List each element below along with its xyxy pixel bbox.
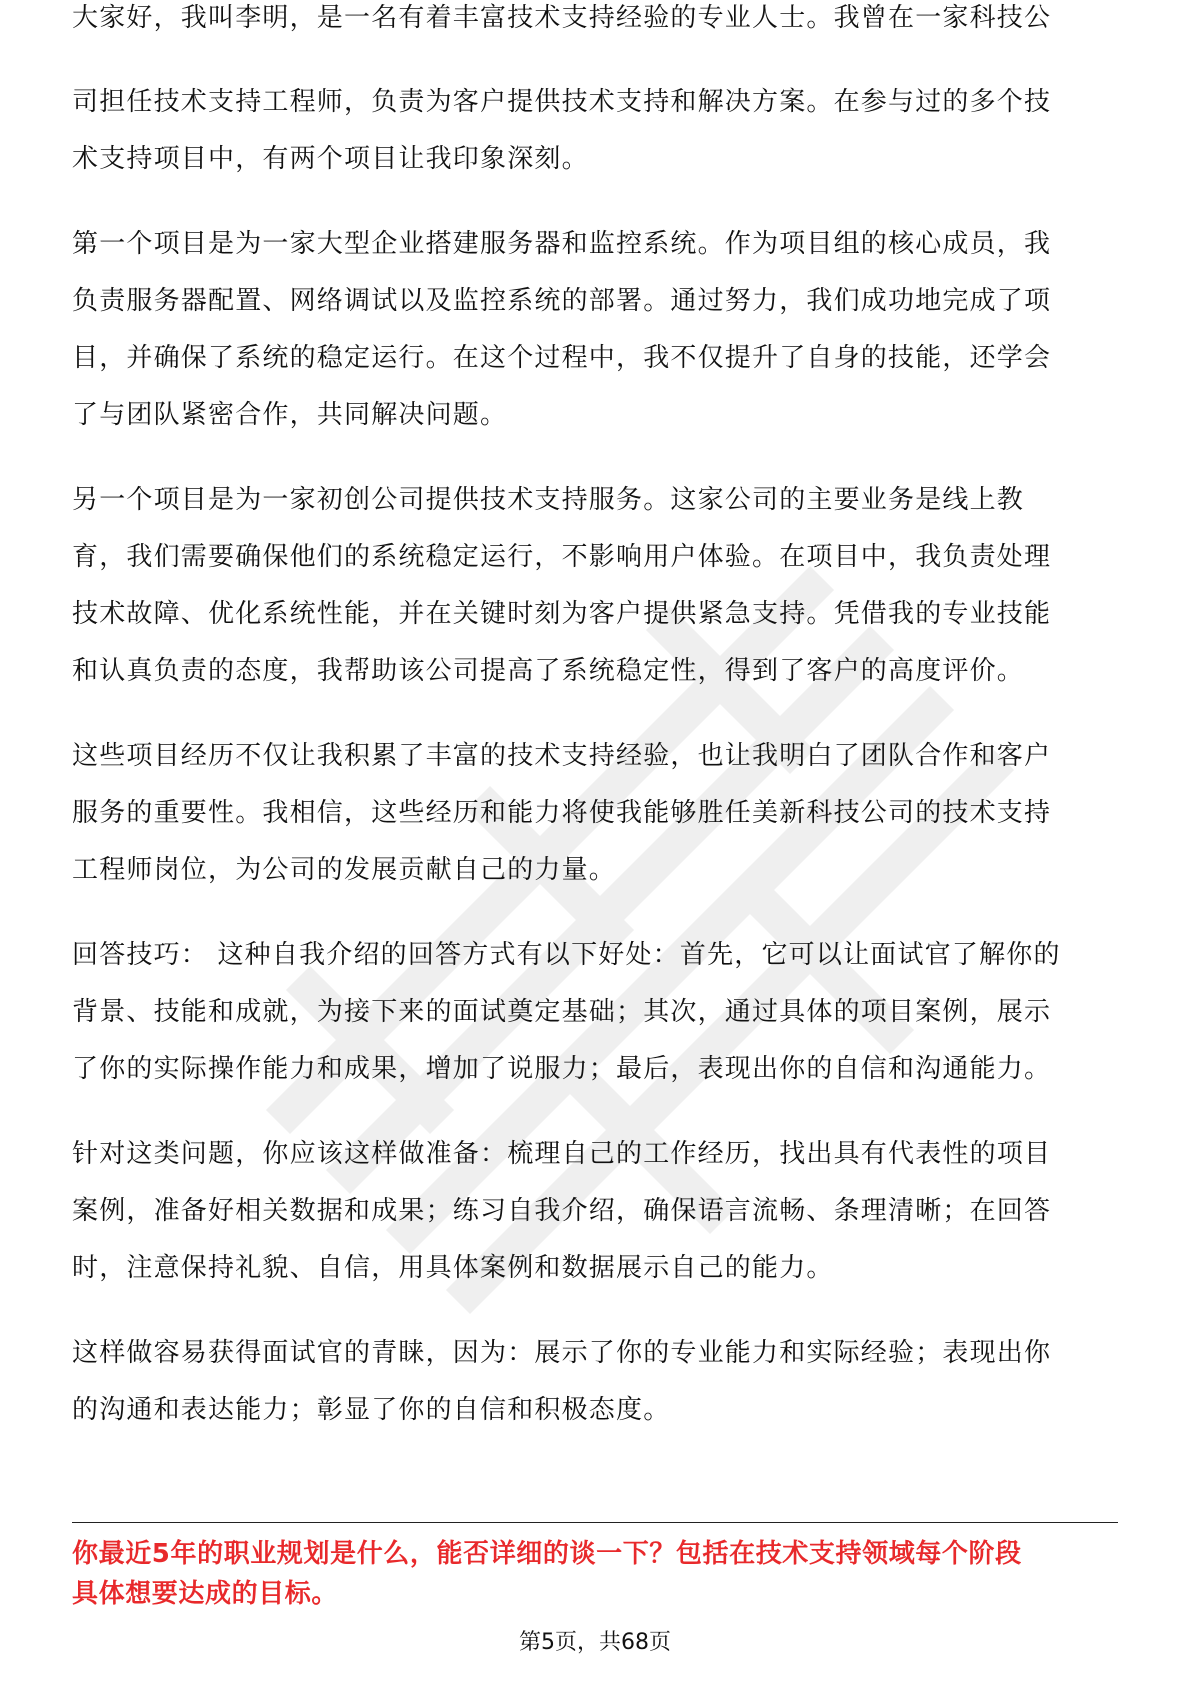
text-line: 的沟通和表达能力；彰显了你的自信和积极态度。 (72, 1395, 671, 1425)
text-line: 回答技巧： 这种自我介绍的回答方式有以下好处：首先，它可以让面试官了解你的 (72, 940, 1061, 970)
section-divider (72, 1522, 1118, 1523)
text-line: 育，我们需要确保他们的系统稳定运行，不影响用户体验。在项目中，我负责处理 (72, 542, 1052, 572)
paragraph-preparation (72, 1126, 1118, 1297)
question-line: 具体想要达成的目标。 (72, 1579, 339, 1609)
text-line: 第一个项目是为一家大型企业搭建服务器和监控系统。作为项目组的核心成员，我 (72, 229, 1052, 259)
paragraph-answer-tips (72, 927, 1118, 1098)
text-line: 了与团队紧密合作，共同解决问题。 (72, 400, 508, 430)
text-line: 这些项目经历不仅让我积累了丰富的技术支持经验，也让我明白了团队合作和客户 (72, 741, 1052, 771)
text-line: 技术故障、优化系统性能，并在关键时刻为客户提供紧急支持。凭借我的专业技能 (72, 599, 1052, 629)
text-line: 负责服务器配置、网络调试以及监控系统的部署。通过努力，我们成功地完成了项 (72, 286, 1052, 316)
question-line: 你最近5年的职业规划是什么，能否详细的谈一下？包括在技术支持领域每个阶段 (72, 1539, 1022, 1569)
text-line: 时，注意保持礼貌、自信，用具体案例和数据展示自己的能力。 (72, 1253, 834, 1283)
text-line: 这样做容易获得面试官的青睐，因为：展示了你的专业能力和实际经验；表现出你 (72, 1338, 1052, 1368)
paragraph-intro (72, 74, 1118, 188)
text-line: 背景、技能和成就，为接下来的面试奠定基础；其次，通过具体的项目案例，展示 (72, 997, 1052, 1027)
text-line: 工程师岗位，为公司的发展贡献自己的力量。 (72, 855, 617, 885)
paragraph-0-partial-line: 大家好，我叫李明，是一名有着丰富技术支持经验的专业人士。我曾在一家科技公 (72, 3, 1052, 33)
page-number: 第5页，共68页 (519, 1630, 671, 1655)
text-line: 另一个项目是为一家初创公司提供技术支持服务。这家公司的主要业务是线上教 (72, 485, 1025, 515)
text-line: 和认真负责的态度，我帮助该公司提高了系统稳定性，得到了客户的高度评价。 (72, 656, 1025, 686)
text-line: 司担任技术支持工程师，负责为客户提供技术支持和解决方案。在参与过的多个技 (72, 87, 1052, 117)
cut-off-line (72, 3, 1118, 50)
paragraph-summary (72, 728, 1118, 899)
text-line: 针对这类问题，你应该这样做准备：梳理自己的工作经历，找出具有代表性的项目 (72, 1139, 1052, 1169)
text-line: 术支持项目中，有两个项目让我印象深刻。 (72, 144, 589, 174)
text-line: 目，并确保了系统的稳定运行。在这个过程中，我不仅提升了自身的技能，还学会 (72, 343, 1052, 373)
text-line: 案例，准备好相关数据和成果；练习自我介绍，确保语言流畅、条理清晰；在回答 (72, 1196, 1052, 1226)
paragraph-benefits (72, 1325, 1118, 1439)
document-body (72, 3, 1118, 1467)
text-line: 了你的实际操作能力和成果，增加了说服力；最后，表现出你的自信和沟通能力。 (72, 1054, 1052, 1084)
paragraph-project-one (72, 216, 1118, 444)
text-line: 服务的重要性。我相信，这些经历和能力将使我能够胜任美新科技公司的技术支持 (72, 798, 1052, 828)
question-heading (72, 1534, 1118, 1614)
paragraph-project-two (72, 472, 1118, 700)
